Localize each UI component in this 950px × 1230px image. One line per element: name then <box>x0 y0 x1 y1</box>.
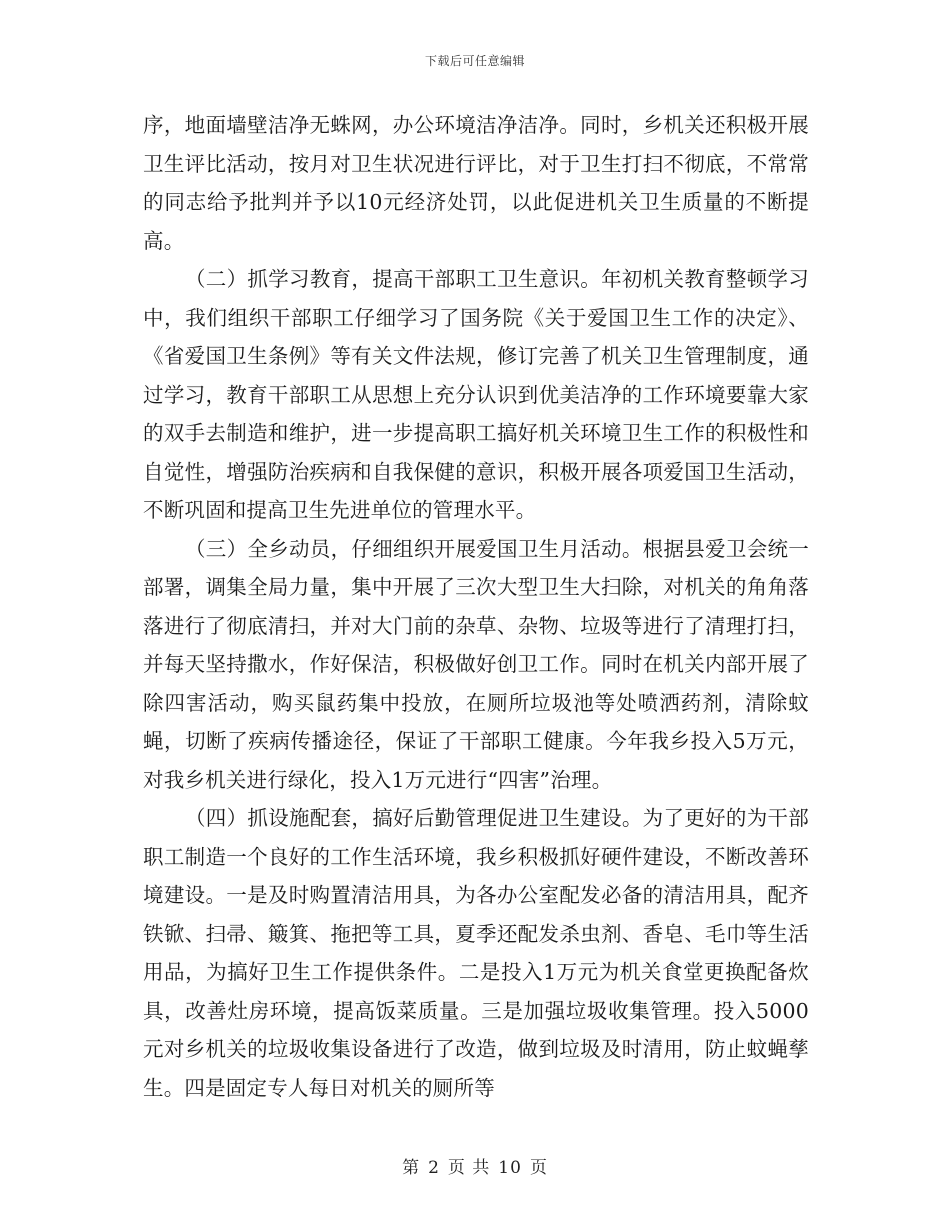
page-number-total: 10 <box>498 1158 522 1178</box>
paragraph-facilities: （四）抓设施配套，搞好后勤管理促进卫生建设。为了更好的为干部职工制造一个良好的工作生活环境，我乡积极抓好硬件建设，不断改善环境建设。一是及时购置清洁用具，为各办公室配发必备的清洁用具，配齐铁锨、扫帚、簸箕、拖把等工具，夏季还配发杀虫剂、香皂、毛巾等生活用品，为搞好卫生工作提供条件。二是投入1万元为机关食堂更换配备炊具，改善灶房环境，提高饭菜质量。三是加强垃圾收集管理。投入5000元对乡机关的垃圾收集设备进行了改造，做到垃圾及时清用，防止蚊蝇孳生。四是固定专人每日对机关的厕所等 <box>143 806 809 1100</box>
paragraph-health-month: （三）全乡动员，仔细组织开展爱国卫生月活动。根据县爱卫会统一部署，调集全局力量，集中开展了三次大型卫生大扫除，对机关的角角落落进行了彻底清扫，并对大门前的杂草、杂物、垃圾等进行了清理打扫，并每天坚持撒水，作好保洁，积极做好创卫工作。同时在机关内部开展了除四害活动，购买鼠药集中投放，在厕所垃圾池等处喷洒药剂，清除蚊蝇，切断了疾病传播途径，保证了干部职工健康。今年我乡投入5万元，对我乡机关进行绿化，投入1万元进行“四害”治理。 <box>143 536 809 792</box>
page-number-middle: 页 共 <box>447 1158 491 1178</box>
paragraph-study-education: （二）抓学习教育，提高干部职工卫生意识。年初机关教育整顿学习中，我们组织干部职工仔细学习了国务院《关于爱国卫生工作的决定》、《省爱国卫生条例》等有关文件法规，修订完善了机关卫生管理制度，通过学习，教育干部职工从思想上充分认识到优美洁净的工作环境要靠大家的双手去制造和维护，进一步提高职工搞好机关环境卫生工作的积极性和自觉性，增强防治疾病和自我保健的意识，积极开展各项爱国卫生活动，不断巩固和提高卫生先进单位的管理水平。 <box>143 267 809 522</box>
page-number <box>0 1153 950 1178</box>
page-number-suffix: 页 <box>529 1158 548 1178</box>
document-body <box>143 106 809 1107</box>
page-number-current: 2 <box>428 1158 440 1178</box>
page-number-prefix: 第 <box>402 1158 421 1178</box>
page-header-note: 下载后可任意编辑 <box>424 54 525 68</box>
paragraph-continuation: 序，地面墙壁洁净无蛛网，办公环境洁净洁净。同时，乡机关还积极开展卫生评比活动，按月对卫生状况进行评比，对于卫生打扫不彻底，不常常的同志给予批判并予以10元经济处罚，以此促进机关卫生质量的不断提高。 <box>143 113 809 253</box>
